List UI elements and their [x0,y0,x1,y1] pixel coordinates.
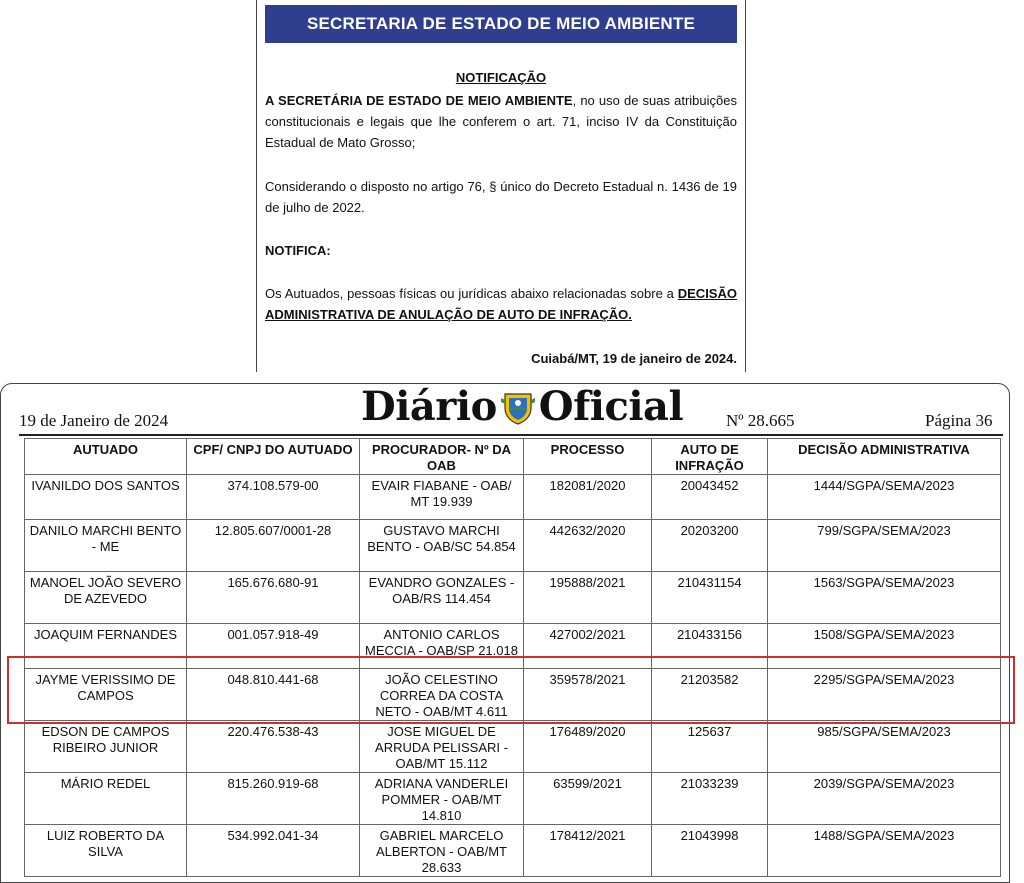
cell-autuado: LUIZ ROBERTO DA SILVA [25,825,187,877]
cell-autuado: DANILO MARCHI BENTO - ME [25,520,187,572]
masthead-title [361,383,683,430]
notice-paragraph-1 [265,90,737,153]
coat-of-arms-icon [499,388,537,426]
table-row [25,721,1001,773]
cell-processo: 63599/2021 [524,773,652,825]
cell-processo: 442632/2020 [524,520,652,572]
cell-procurador: JOÃO CELESTINO CORREA DA COSTA NETO - OAB/MT 4.611 [360,669,524,721]
cell-cpf-cnpj: 001.057.918-49 [187,624,360,669]
cell-auto-infracao: 210431154 [652,572,768,624]
notice-header: SECRETARIA DE ESTADO DE MEIO AMBIENTE [265,5,737,43]
cell-autuado: IVANILDO DOS SANTOS [25,475,187,520]
cell-autuado: JOAQUIM FERNANDES [25,624,187,669]
cell-autuado: MÁRIO REDEL [25,773,187,825]
highlight-box [7,656,1015,724]
cell-cpf-cnpj: 534.992.041-34 [187,825,360,877]
cell-autuado: MANOEL JOÃO SEVERO DE AZEVEDO [25,572,187,624]
cell-cpf-cnpj: 220.476.538-43 [187,721,360,773]
masthead-number: Nº 28.665 [726,411,795,430]
cell-processo: 359578/2021 [524,669,652,721]
cell-decisao: 985/SGPA/SEMA/2023 [768,721,1001,773]
cell-auto-infracao: 21033239 [652,773,768,825]
header-autuado: AUTUADO [25,439,187,475]
header-cpf-cnpj: CPF/ CNPJ DO AUTUADO [187,439,360,475]
cell-cpf-cnpj: 12.805.607/0001-28 [187,520,360,572]
cell-processo: 182081/2020 [524,475,652,520]
header-decisao: DECISÃO ADMINISTRATIVA [768,439,1001,475]
cell-procurador: GUSTAVO MARCHI BENTO - OAB/SC 54.854 [360,520,524,572]
table-header-row [25,439,1001,475]
cell-cpf-cnpj: 374.108.579-00 [187,475,360,520]
notice-paragraph-2: Considerando o disposto no artigo 76, § único do Decreto Estadual n. 1436 de 19 de julho de 2022. [265,179,737,215]
cell-decisao: 1508/SGPA/SEMA/2023 [768,624,1001,669]
masthead-page: Página 36 [925,411,993,430]
notice-paragraph-4 [265,283,737,325]
notice-p1-bold: A SECRETÁRIA DE ESTADO DE MEIO AMBIENTE [265,93,573,108]
table-row [25,572,1001,624]
cell-procurador: GABRIEL MARCELO ALBERTON - OAB/MT 28.633 [360,825,524,877]
cell-autuado: JAYME VERISSIMO DE CAMPOS [25,669,187,721]
cell-procurador: JOSE MIGUEL DE ARRUDA PELISSARI - OAB/MT 15.112 [360,721,524,773]
masthead-rule [19,434,1003,436]
cell-processo: 195888/2021 [524,572,652,624]
notice-signature: Cuiabá/MT, 19 de janeiro de 2024. [531,351,737,366]
cell-auto-infracao: 21043998 [652,825,768,877]
table-row [25,773,1001,825]
notice-card [256,0,746,372]
cell-cpf-cnpj: 815.260.919-68 [187,773,360,825]
cell-decisao: 799/SGPA/SEMA/2023 [768,520,1001,572]
notice-title: NOTIFICAÇÃO [455,70,547,85]
masthead-date: 19 de Janeiro de 2024 [19,411,169,430]
cell-auto-infracao: 21203582 [652,669,768,721]
cell-decisao: 2039/SGPA/SEMA/2023 [768,773,1001,825]
cell-processo: 178412/2021 [524,825,652,877]
table-row [25,520,1001,572]
cell-cpf-cnpj: 165.676.680-91 [187,572,360,624]
notice-p1-rest: , no uso de suas atribuições constitucionais e legais que lhe conferem o art. 71, inciso IV da Constituição Estadual de Mato Grosso; [265,93,737,150]
cell-procurador: ADRIANA VANDERLEI POMMER - OAB/MT 14.810 [360,773,524,825]
notice-paragraph-3: NOTIFICA: [265,243,331,258]
cell-procurador: ANTONIO CARLOS MECCIA - OAB/SP 21.018 [360,624,524,669]
cell-processo: 176489/2020 [524,721,652,773]
cell-auto-infracao: 210433156 [652,624,768,669]
cell-decisao: 1488/SGPA/SEMA/2023 [768,825,1001,877]
cell-procurador: EVAIR FIABANE - OAB/ MT 19.939 [360,475,524,520]
notice-decision: DECISÃO ADMINISTRATIVA DE ANULAÇÃO DE AUTO DE INFRAÇÃO. [265,286,737,322]
cell-auto-infracao: 125637 [652,721,768,773]
header-processo: PROCESSO [524,439,652,475]
masthead-title-right: Oficial [538,383,684,430]
cell-decisao: 2295/SGPA/SEMA/2023 [768,669,1001,721]
cell-decisao: 1563/SGPA/SEMA/2023 [768,572,1001,624]
cell-auto-infracao: 20043452 [652,475,768,520]
cell-processo: 427002/2021 [524,624,652,669]
cell-autuado: EDSON DE CAMPOS RIBEIRO JUNIOR [25,721,187,773]
cell-cpf-cnpj: 048.810.441-68 [187,669,360,721]
cell-decisao: 1444/SGPA/SEMA/2023 [768,475,1001,520]
cell-procurador: EVANDRO GONZALES - OAB/RS 114.454 [360,572,524,624]
masthead-title-left: Diário [361,383,497,430]
cell-auto-infracao: 20203200 [652,520,768,572]
header-procurador: PROCURADOR- Nº DA OAB [360,439,524,475]
notice-p4-text: Os Autuados, pessoas físicas ou jurídicas abaixo relacionadas sobre a [265,286,674,301]
header-auto-infracao: AUTO DE INFRAÇÃO [652,439,768,475]
table-row [25,475,1001,520]
